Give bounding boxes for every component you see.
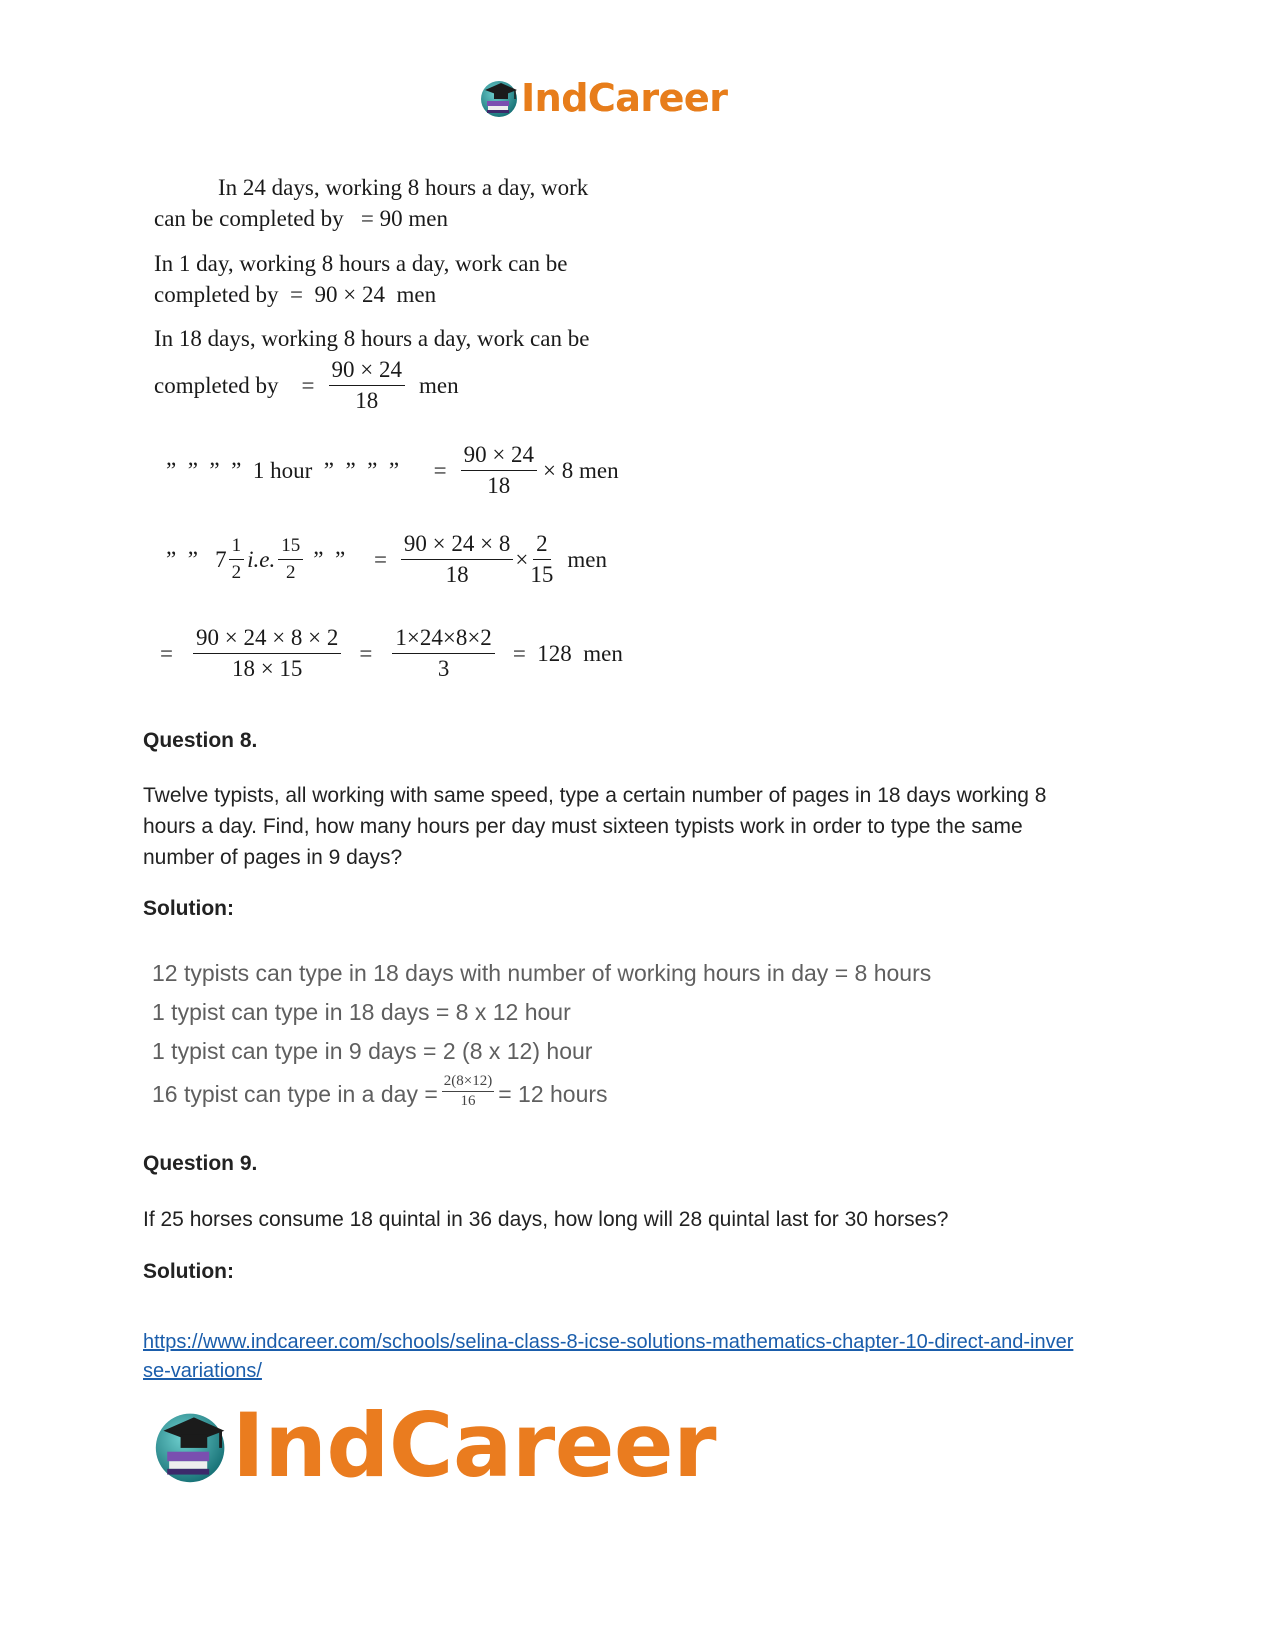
equals-sign: = <box>160 640 173 666</box>
scan-line-4: completed by = 90 × 24 men <box>154 282 437 307</box>
solution-line-2: 1 typist can type in 18 days = 8 x 12 hour <box>152 999 571 1025</box>
scan-line-6-suffix: men <box>419 372 459 398</box>
fraction-numerator: 1×24×8×2 <box>392 626 494 654</box>
scan-line-3: In 1 day, working 8 hours a day, work can be <box>154 251 568 276</box>
fraction <box>392 626 494 681</box>
ie-text: i.e. <box>247 546 276 572</box>
fraction-numerator: 15 <box>278 536 303 560</box>
fraction-numerator: 90 × 24 <box>329 358 405 386</box>
source-link[interactable]: https://www.indcareer.com/schools/selina-class-8-icse-solutions-mathematics-chapter-10-direct-and-inverse-variations/ <box>143 1331 1074 1382</box>
scan-line-6-prefix: completed by = <box>154 372 315 398</box>
fraction <box>278 536 303 583</box>
fraction <box>193 626 341 681</box>
scan-line-7-suffix: × 8 men <box>543 457 619 483</box>
header-logo <box>479 76 727 120</box>
solution-line-4 <box>152 1073 608 1112</box>
fraction-denominator: 2 <box>286 562 296 584</box>
question-8-text: Twelve typists, all working with same speed, type a certain number of pages in 18 days working 8 hours a day. Find, how many hours per day must sixteen typists work in order to type the same number of pages in 9 days? <box>143 784 1047 869</box>
fraction-denominator: 15 <box>530 562 554 588</box>
scan-line-2: can be completed by = 90 men <box>154 206 448 231</box>
mixed-fraction <box>229 536 245 583</box>
scan-line-6 <box>154 358 459 413</box>
scan-line-8-mid: ” ” = <box>313 546 387 572</box>
fraction-numerator: 1 <box>229 536 245 560</box>
scan-line-1: In 24 days, working 8 hours a day, work <box>218 175 589 200</box>
solution-line-4-suffix: = 12 hours <box>498 1081 608 1107</box>
fraction <box>461 443 537 498</box>
scan-line-9 <box>160 626 623 681</box>
brand-name: IndCareer <box>521 76 728 120</box>
question-8-solution-label: Solution: <box>143 897 234 920</box>
question-9-solution-label: Solution: <box>143 1260 234 1283</box>
fraction-numerator: 2 <box>533 532 551 560</box>
times-sign: × <box>515 546 529 572</box>
footer-logo <box>152 1394 716 1497</box>
fraction-denominator: 2 <box>231 562 242 584</box>
solution-line-4-prefix: 16 typist can type in a day = <box>152 1081 438 1107</box>
scan-line-5: In 18 days, working 8 hours a day, work can be <box>154 326 590 351</box>
scan-line-7 <box>166 443 619 498</box>
globe-graduation-cap-icon <box>152 1406 232 1486</box>
brand-name: IndCareer <box>232 1394 717 1497</box>
fraction-denominator: 18 <box>355 388 379 414</box>
question-8-heading: Question 8. <box>143 729 258 752</box>
question-9-text: If 25 horses consume 18 quintal in 36 days, how long will 28 quintal last for 30 horses? <box>143 1208 949 1231</box>
fraction-denominator: 16 <box>460 1092 476 1109</box>
scan-line-8 <box>166 532 607 587</box>
fraction-denominator: 18 <box>445 562 469 588</box>
scan-line-9-result: = 128 men <box>512 640 623 666</box>
equals-sign: = <box>359 640 373 666</box>
fraction-numerator: 90 × 24 × 8 × 2 <box>193 626 341 654</box>
scan-line-7-prefix: ” ” ” ” 1 hour ” ” ” ” = <box>166 457 447 483</box>
fraction-numerator: 90 × 24 × 8 <box>401 532 513 560</box>
fraction-numerator: 90 × 24 <box>461 443 537 471</box>
solution-line-3: 1 typist can type in 9 days = 2 (8 x 12) hour <box>152 1038 593 1064</box>
fraction <box>401 532 513 587</box>
fraction <box>530 532 553 587</box>
fraction-denominator: 3 <box>437 656 450 682</box>
question-9-heading: Question 9. <box>143 1152 258 1175</box>
fraction-denominator: 18 <box>487 473 511 499</box>
fraction-denominator: 18 × 15 <box>231 656 303 682</box>
solution-line-1: 12 typists can type in 18 days with number of working hours in day = 8 hours <box>152 960 932 986</box>
fraction <box>442 1073 494 1109</box>
scan-line-8-prefix: ” ” 7 <box>166 546 227 572</box>
globe-graduation-cap-icon <box>479 77 521 119</box>
fraction <box>329 358 405 413</box>
scan-line-8-suffix: men <box>567 546 607 572</box>
fraction-numerator: 2(8×12) <box>442 1073 494 1092</box>
